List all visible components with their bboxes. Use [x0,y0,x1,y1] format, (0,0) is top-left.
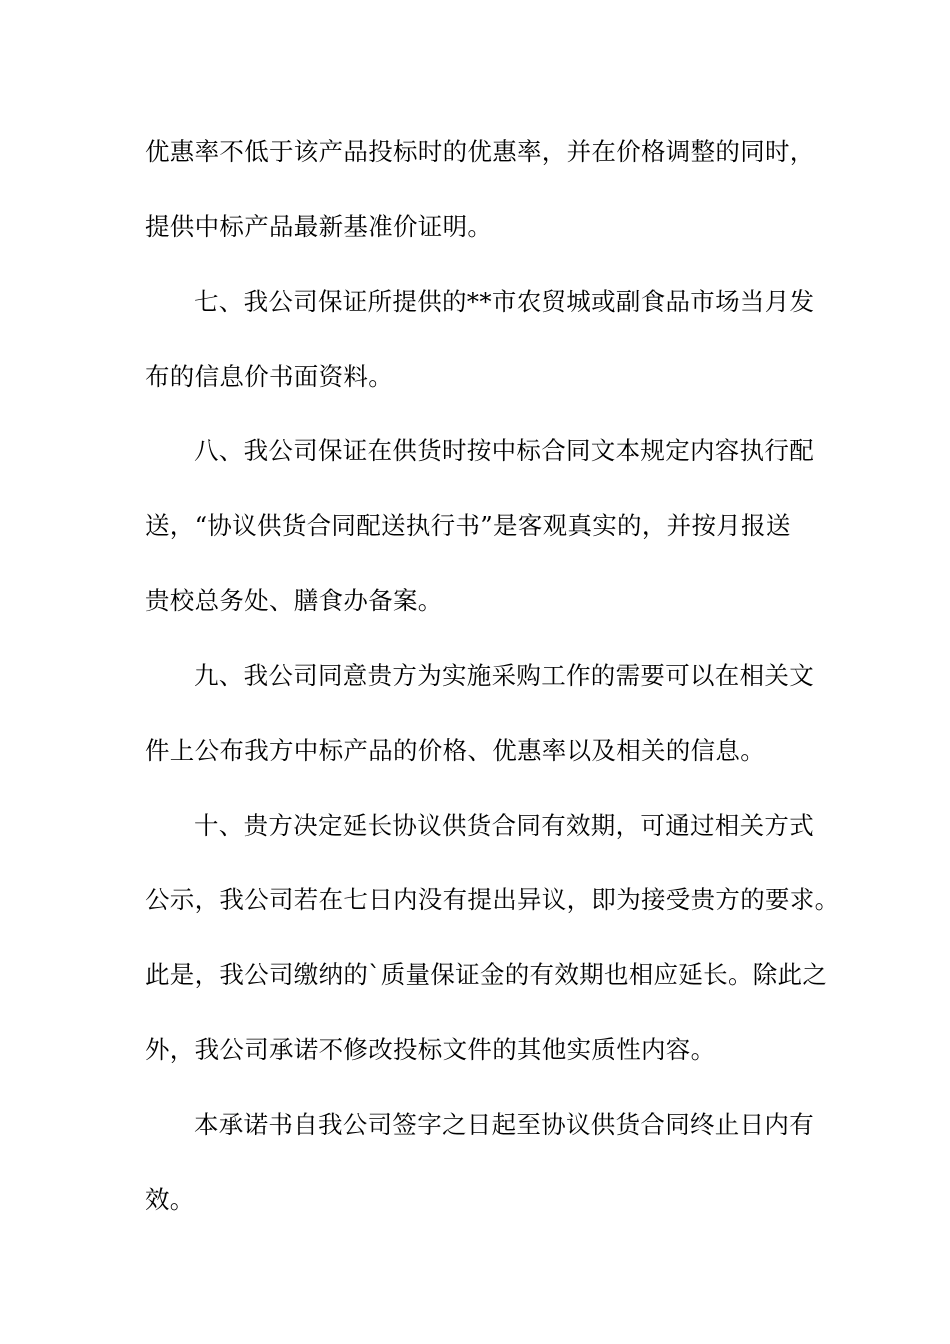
text-line: 此是，我公司缴纳的`质量保证金的有效期也相应延长。除此之 [145,960,828,989]
text-line: 布的信息价书面资料。 [145,362,393,391]
text-line: 送，“协议供货合同配送执行书”是客观真实的，并按月报送 [145,511,791,540]
text-line: 优惠率不低于该产品投标时的优惠率，并在价格调整的同时， [145,137,815,166]
text-line: 贵校总务处、膳食办备案。 [145,586,443,615]
paragraph-seven-start: 七、我公司保证所提供的**市农贸城或副食品市场当月发 [194,287,815,316]
text-line: 提供中标产品最新基准价证明。 [145,212,493,241]
paragraph-validity-start: 本承诺书自我公司签字之日起至协议供货合同终止日内有 [194,1110,814,1139]
text-line: 公示，我公司若在七日内没有提出异议，即为接受贵方的要求。 [145,885,840,914]
paragraph-nine-start: 九、我公司同意贵方为实施采购工作的需要可以在相关文 [194,661,814,690]
paragraph-ten-start: 十、贵方决定延长协议供货合同有效期，可通过相关方式 [194,811,814,840]
text-line: 效。 [145,1185,195,1214]
paragraph-eight-start: 八、我公司保证在供货时按中标合同文本规定内容执行配 [194,436,814,465]
text-line: 外，我公司承诺不修改投标文件的其他实质性内容。 [145,1035,716,1064]
text-line: 件上公布我方中标产品的价格、优惠率以及相关的信息。 [145,736,765,765]
